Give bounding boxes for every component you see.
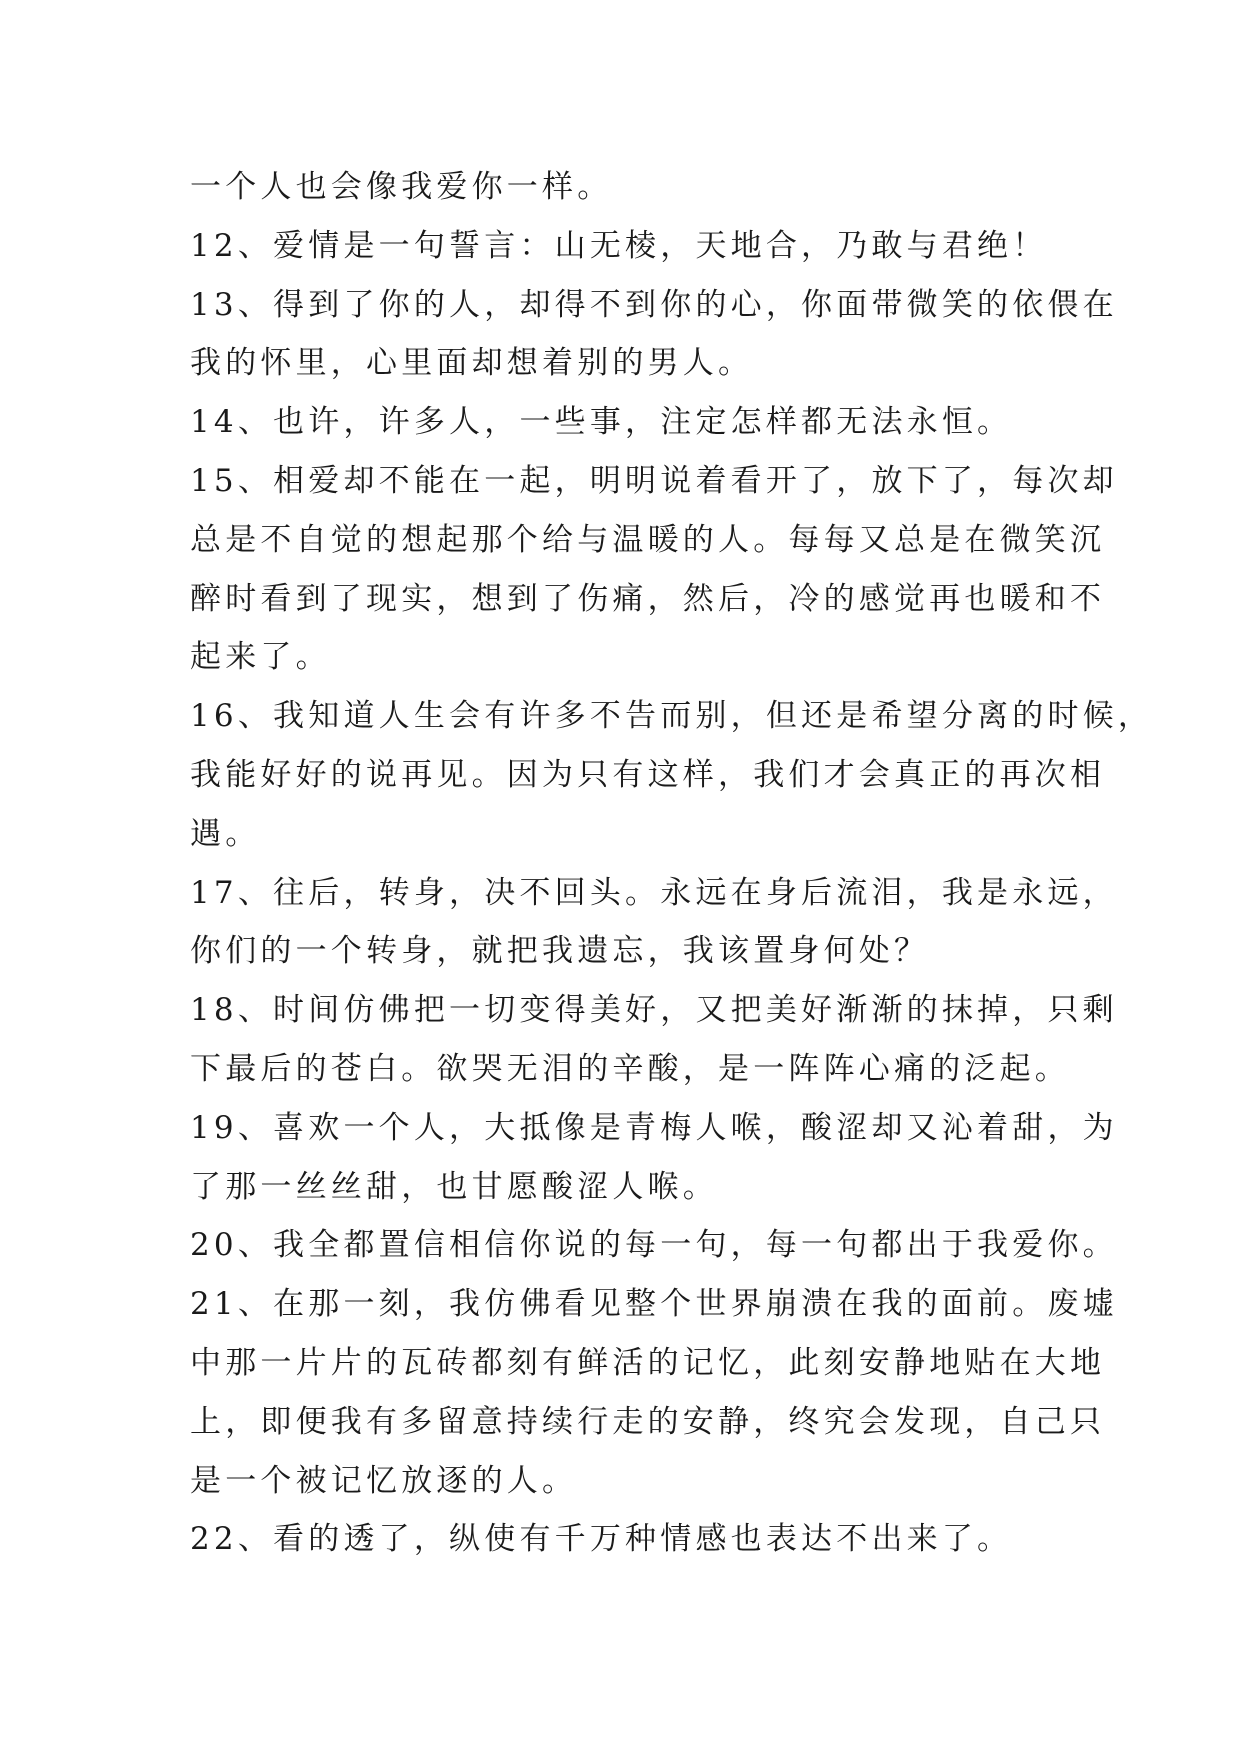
text-line: 了那一丝丝甜，也甘愿酸涩人喉。 [190, 1168, 718, 1205]
text-line: 19、喜欢一个人，大抵像是青梅人喉，酸涩却又沁着甜，为 [190, 1109, 1118, 1146]
text-line: 12、爱情是一句誓言：山无棱，天地合，乃敢与君绝！ [190, 227, 1048, 264]
text-line: 起来了。 [190, 639, 331, 676]
text-line: 20、我全都置信相信你说的每一句，每一句都出于我爱你。 [190, 1227, 1118, 1264]
text-line: 你们的一个转身，就把我遗忘，我该置身何处？ [190, 933, 930, 970]
text-line: 我的怀里，心里面却想着别的男人。 [190, 345, 754, 382]
text-line: 上，即便我有多留意持续行走的安静，终究会发现，自己只 [190, 1403, 1106, 1440]
text-line: 中那一片片的瓦砖都刻有鲜活的记忆，此刻安静地贴在大地 [190, 1344, 1106, 1381]
text-line: 18、时间仿佛把一切变得美好，又把美好渐渐的抹掉，只剩 [190, 992, 1118, 1029]
text-line: 22、看的透了，纵使有千万种情感也表达不出来了。 [190, 1521, 1013, 1558]
text-line: 15、相爱却不能在一起，明明说着看开了，放下了，每次却 [190, 462, 1118, 499]
text-line: 17、往后，转身，决不回头。永远在身后流泪，我是永远， [190, 874, 1118, 911]
text-line: 遇。 [190, 815, 261, 852]
body-text [190, 158, 1154, 1569]
text-line: 13、得到了你的人，却得不到你的心，你面带微笑的依偎在 [190, 286, 1118, 323]
text-line: 下最后的苍白。欲哭无泪的辛酸，是一阵阵心痛的泛起。 [190, 1050, 1070, 1087]
text-line: 16、我知道人生会有许多不告而别，但还是希望分离的时候， [190, 698, 1154, 735]
text-line: 是一个被记忆放逐的人。 [190, 1462, 578, 1499]
text-line: 21、在那一刻，我仿佛看见整个世界崩溃在我的面前。废墟 [190, 1286, 1118, 1323]
text-line: 14、也许，许多人，一些事，注定怎样都无法永恒。 [190, 404, 1013, 441]
text-line: 我能好好的说再见。因为只有这样，我们才会真正的再次相 [190, 756, 1106, 793]
text-line: 总是不自觉的想起那个给与温暖的人。每每又总是在微笑沉 [190, 521, 1106, 558]
text-line: 一个人也会像我爱你一样。 [190, 169, 613, 205]
text-line: 醉时看到了现实，想到了伤痛，然后，冷的感觉再也暖和不 [190, 580, 1106, 617]
